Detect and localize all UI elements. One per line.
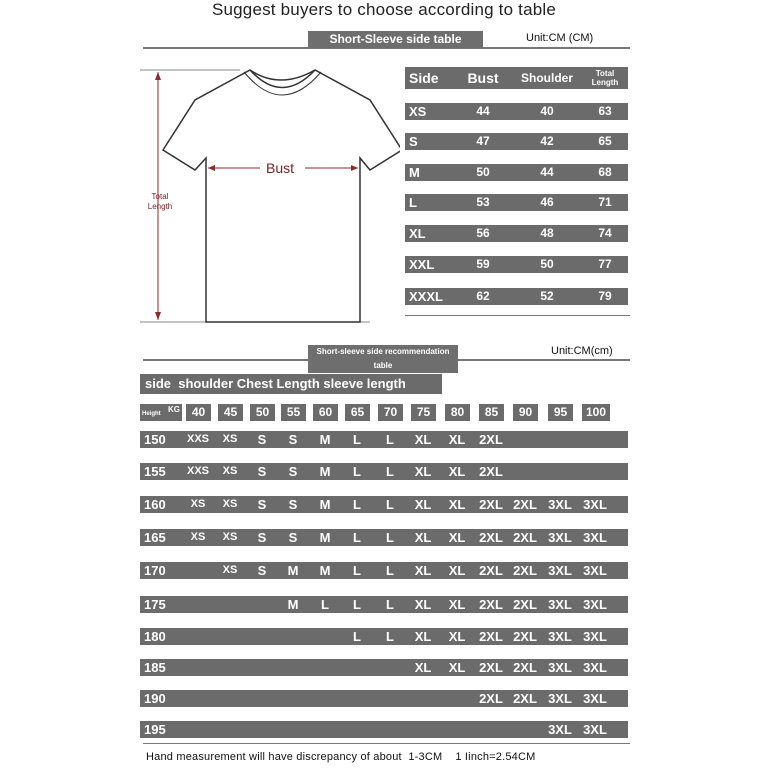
size-cell: 2XL bbox=[513, 629, 537, 644]
shoulder-value: 42 bbox=[540, 134, 554, 148]
shoulder-value: 48 bbox=[540, 226, 554, 240]
length-arrow-head-top bbox=[155, 72, 161, 80]
size-cell: XL bbox=[448, 464, 466, 479]
header-total-length: Total Length bbox=[591, 69, 619, 87]
size-cell: XL bbox=[414, 432, 432, 447]
size-cell: S bbox=[288, 497, 298, 512]
size-cell: 3XL bbox=[583, 597, 607, 612]
table-row bbox=[140, 463, 628, 480]
size-cell: 2XL bbox=[479, 563, 503, 578]
bottom-section-tag: Short-sleeve side recommendation table bbox=[308, 345, 458, 373]
height-cell: 155 bbox=[144, 464, 166, 479]
size-cell: L bbox=[386, 629, 394, 644]
top-unit-label: Unit:CM (CM) bbox=[526, 32, 594, 44]
bottom-unit-label: Unit:CM(cm) bbox=[551, 345, 613, 357]
size-cell: S bbox=[288, 464, 298, 479]
weight-header-cell: 40 bbox=[186, 404, 211, 421]
size-cell: XL bbox=[414, 530, 432, 545]
size-cell: XL bbox=[414, 563, 432, 578]
table-row bbox=[140, 529, 628, 546]
top-table-bottom-rule bbox=[405, 315, 630, 316]
size-cell: M bbox=[287, 563, 299, 578]
size-cell: L bbox=[386, 563, 394, 578]
bust-value: 59 bbox=[476, 257, 490, 271]
weight-header-cell: 95 bbox=[548, 404, 573, 421]
size-cell: XS bbox=[222, 433, 238, 445]
height-cell: 180 bbox=[144, 629, 166, 644]
size-cell: XXS bbox=[186, 433, 209, 445]
size-cell: 2XL bbox=[479, 597, 503, 612]
size-cell: XS bbox=[222, 465, 238, 477]
footer-note: Hand measurement will have discrepancy of about 1-3CM 1 Iinch=2.54CM bbox=[146, 751, 536, 763]
size-cell: L bbox=[386, 464, 394, 479]
height-cell: 190 bbox=[144, 691, 166, 706]
shoulder-value: 50 bbox=[540, 257, 554, 271]
size-cell: 2XL bbox=[513, 530, 537, 545]
size-cell: L bbox=[353, 432, 361, 447]
size-cell: 2XL bbox=[479, 629, 503, 644]
size-cell: XL bbox=[448, 432, 466, 447]
bust-value: 44 bbox=[476, 104, 490, 118]
height-cell: 150 bbox=[144, 432, 166, 447]
size-cell: L bbox=[386, 432, 394, 447]
tshirt-diagram bbox=[140, 60, 400, 330]
size-cell: 2XL bbox=[513, 563, 537, 578]
size-cell: M bbox=[319, 432, 331, 447]
bust-value: 50 bbox=[476, 165, 490, 179]
table-row bbox=[140, 628, 628, 645]
length-value: 74 bbox=[598, 226, 612, 240]
size-cell: 3XL bbox=[548, 530, 572, 545]
bust-label: Bust bbox=[266, 160, 295, 176]
size-cell: 2XL bbox=[513, 691, 537, 706]
size-cell: XS bbox=[222, 531, 238, 543]
size-cell: S bbox=[288, 432, 298, 447]
size-cell: 3XL bbox=[583, 660, 607, 675]
shoulder-value: 52 bbox=[540, 289, 554, 303]
size-cell: XL bbox=[414, 629, 432, 644]
kg-label: KG bbox=[168, 405, 180, 414]
size-cell: XS bbox=[190, 531, 206, 543]
size-cell: 3XL bbox=[583, 497, 607, 512]
size-label: XS bbox=[409, 104, 427, 119]
size-cell: M bbox=[319, 497, 331, 512]
size-cell: 3XL bbox=[548, 722, 572, 737]
size-cell: S bbox=[257, 530, 267, 545]
weight-header-cell: 50 bbox=[250, 404, 275, 421]
header-side: Side bbox=[409, 70, 439, 86]
measurement-header-bar: side shoulder Chest Length sleeve length bbox=[140, 374, 442, 394]
length-value: 77 bbox=[598, 257, 612, 271]
size-cell: L bbox=[386, 530, 394, 545]
weight-header-cell: 45 bbox=[218, 404, 243, 421]
size-cell: S bbox=[257, 563, 267, 578]
bust-value: 56 bbox=[476, 226, 490, 240]
size-label: M bbox=[409, 165, 420, 180]
size-cell: 2XL bbox=[479, 691, 503, 706]
size-cell: 3XL bbox=[548, 629, 572, 644]
size-cell: XS bbox=[222, 498, 238, 510]
height-cell: 195 bbox=[144, 722, 166, 737]
table-row bbox=[405, 164, 628, 181]
table-row bbox=[140, 562, 628, 579]
size-cell: L bbox=[353, 464, 361, 479]
size-cell: 3XL bbox=[583, 563, 607, 578]
size-cell: L bbox=[386, 597, 394, 612]
size-cell: 3XL bbox=[583, 530, 607, 545]
size-cell: 3XL bbox=[548, 597, 572, 612]
size-cell: 3XL bbox=[548, 691, 572, 706]
size-cell: 2XL bbox=[479, 464, 503, 479]
size-cell: M bbox=[319, 464, 331, 479]
table-row bbox=[405, 256, 628, 273]
shoulder-value: 40 bbox=[540, 104, 554, 118]
size-cell: XL bbox=[448, 530, 466, 545]
weight-header-cell: 100 bbox=[582, 404, 610, 421]
shoulder-value: 46 bbox=[540, 195, 554, 209]
size-cell: XL bbox=[414, 597, 432, 612]
table-row bbox=[140, 690, 628, 707]
size-cell: L bbox=[353, 530, 361, 545]
size-cell: M bbox=[319, 563, 331, 578]
size-cell: XL bbox=[448, 563, 466, 578]
size-cell: L bbox=[353, 597, 361, 612]
size-cell: 2XL bbox=[513, 660, 537, 675]
tshirt-outline bbox=[163, 70, 400, 322]
size-cell: XL bbox=[414, 464, 432, 479]
total-length-label: Total Length bbox=[147, 192, 173, 211]
table-row bbox=[405, 288, 628, 305]
size-cell: 3XL bbox=[548, 660, 572, 675]
size-cell: 3XL bbox=[583, 722, 607, 737]
height-cell: 165 bbox=[144, 530, 166, 545]
weight-header-cell: 55 bbox=[281, 404, 306, 421]
table-row bbox=[140, 659, 628, 676]
length-value: 68 bbox=[598, 165, 612, 179]
weight-header-cell: 80 bbox=[445, 404, 470, 421]
size-cell: XL bbox=[448, 497, 466, 512]
size-cell: L bbox=[353, 563, 361, 578]
size-cell: XL bbox=[414, 497, 432, 512]
top-section-tag: Short-Sleeve side table bbox=[308, 31, 483, 48]
header-bust: Bust bbox=[467, 70, 499, 86]
size-cell: L bbox=[321, 597, 329, 612]
height-label: Height bbox=[142, 411, 161, 417]
height-kg-corner bbox=[140, 404, 182, 421]
size-cell: S bbox=[257, 464, 267, 479]
weight-header-cell: 90 bbox=[513, 404, 538, 421]
length-value: 71 bbox=[598, 195, 612, 209]
size-cell: 3XL bbox=[548, 563, 572, 578]
weight-header-cell: 85 bbox=[479, 404, 504, 421]
bottom-table-rule bbox=[143, 743, 630, 744]
length-value: 79 bbox=[598, 289, 612, 303]
size-cell: XL bbox=[414, 660, 432, 675]
size-cell: XXS bbox=[186, 465, 209, 477]
bust-value: 62 bbox=[476, 289, 490, 303]
height-cell: 185 bbox=[144, 660, 166, 675]
shoulder-value: 44 bbox=[540, 165, 554, 179]
size-label: XXL bbox=[409, 257, 435, 272]
height-cell: 170 bbox=[144, 563, 166, 578]
length-value: 63 bbox=[598, 104, 612, 118]
length-arrow-head-bottom bbox=[155, 312, 161, 320]
size-cell: M bbox=[319, 530, 331, 545]
size-cell: L bbox=[386, 497, 394, 512]
size-cell: XL bbox=[448, 597, 466, 612]
size-cell: 2XL bbox=[479, 530, 503, 545]
table-row bbox=[140, 431, 628, 448]
size-cell: XL bbox=[448, 629, 466, 644]
size-cell: S bbox=[257, 432, 267, 447]
table-row bbox=[405, 225, 628, 242]
size-cell: 3XL bbox=[583, 691, 607, 706]
height-cell: 160 bbox=[144, 497, 166, 512]
size-cell: M bbox=[287, 597, 299, 612]
length-value: 65 bbox=[598, 134, 612, 148]
size-cell: 2XL bbox=[479, 432, 503, 447]
table-row bbox=[405, 103, 628, 120]
size-label: L bbox=[409, 195, 417, 210]
table-row bbox=[405, 194, 628, 211]
table-row bbox=[140, 721, 628, 738]
bust-value: 47 bbox=[476, 134, 490, 148]
size-cell: 2XL bbox=[479, 660, 503, 675]
table-row bbox=[140, 596, 628, 613]
size-cell: S bbox=[257, 497, 267, 512]
size-cell: 2XL bbox=[479, 497, 503, 512]
size-cell: L bbox=[353, 629, 361, 644]
size-cell: 2XL bbox=[513, 497, 537, 512]
size-cell: XL bbox=[448, 660, 466, 675]
size-cell: S bbox=[288, 530, 298, 545]
bust-value: 53 bbox=[476, 195, 490, 209]
size-label: S bbox=[409, 134, 418, 149]
size-cell: 2XL bbox=[513, 597, 537, 612]
size-cell: XS bbox=[222, 564, 238, 576]
size-label: XXXL bbox=[409, 289, 443, 304]
weight-header-cell: 70 bbox=[378, 404, 403, 421]
table-row bbox=[405, 133, 628, 150]
size-cell: XS bbox=[190, 498, 206, 510]
size-table-header bbox=[405, 67, 628, 89]
size-cell: 3XL bbox=[583, 629, 607, 644]
page-title: Suggest buyers to choose according to table bbox=[211, 0, 557, 19]
height-cell: 175 bbox=[144, 597, 166, 612]
size-cell: 3XL bbox=[548, 497, 572, 512]
size-label: XL bbox=[409, 226, 426, 241]
weight-header-cell: 65 bbox=[345, 404, 370, 421]
table-row bbox=[140, 496, 628, 513]
size-cell: L bbox=[353, 497, 361, 512]
weight-header-cell: 60 bbox=[313, 404, 338, 421]
weight-header-cell: 75 bbox=[411, 404, 436, 421]
header-shoulder: Shoulder bbox=[520, 71, 573, 85]
